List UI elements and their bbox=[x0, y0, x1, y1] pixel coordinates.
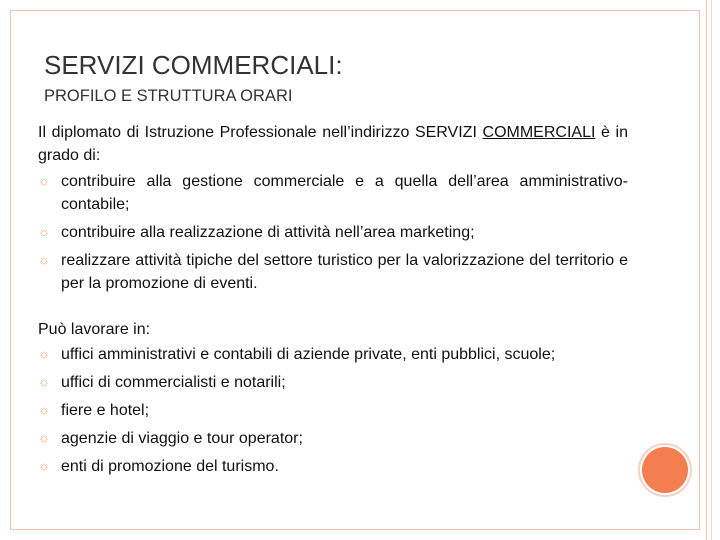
sun-bullet-icon: ☼ bbox=[38, 224, 50, 239]
workplace-text: agenzie di viaggio e tour operator; bbox=[61, 430, 303, 447]
intro-text: Il diplomato di Istruzione Professionale nell’indirizzo SERVIZI bbox=[38, 124, 483, 141]
list-item bbox=[38, 371, 628, 394]
slide-body bbox=[38, 121, 628, 483]
slide-title: SERVIZI COMMERCIALI: bbox=[44, 50, 343, 80]
workplace-text: uffici di commercialisti e notarili; bbox=[61, 374, 286, 391]
slide-subtitle: PROFILO E STRUTTURA ORARI bbox=[44, 87, 293, 105]
workplace-text: enti di promozione del turismo. bbox=[61, 458, 279, 475]
workplace-text: uffici amministrativi e contabili di aziende private, enti pubblici, scuole; bbox=[61, 346, 556, 363]
list-item bbox=[38, 221, 628, 244]
sun-bullet-icon: ☼ bbox=[38, 346, 50, 361]
list-item bbox=[38, 343, 628, 366]
sun-bullet-icon: ☼ bbox=[38, 458, 50, 473]
ability-text: realizzare attività tipiche del settore turistico per la valorizzazione del territorio e per la promozione di eventi. bbox=[61, 252, 628, 292]
abilities-list bbox=[38, 170, 628, 295]
sun-bullet-icon: ☼ bbox=[38, 173, 50, 188]
work-heading: Può lavorare in: bbox=[38, 321, 151, 338]
ability-text: contribuire alla gestione commerciale e a quella dell’area amministrativo-contabile; bbox=[61, 173, 628, 213]
ability-text: contribuire alla realizzazione di attività nell’area marketing; bbox=[61, 224, 475, 241]
intro-paragraph bbox=[38, 121, 628, 167]
list-item bbox=[38, 170, 628, 216]
list-item bbox=[38, 455, 628, 478]
sun-bullet-icon: ☼ bbox=[38, 252, 50, 267]
sun-bullet-icon: ☼ bbox=[38, 374, 50, 389]
workplaces-list bbox=[38, 343, 628, 478]
sun-bullet-icon: ☼ bbox=[38, 430, 50, 445]
intro-tail: è in grado di: bbox=[38, 124, 628, 164]
workplace-text: fiere e hotel; bbox=[61, 402, 150, 419]
sun-bullet-icon: ☼ bbox=[38, 402, 50, 417]
intro-underlined: COMMERCIALI bbox=[482, 124, 596, 141]
right-border-line-outer bbox=[711, 0, 712, 540]
decorative-orange-circle bbox=[642, 447, 688, 493]
list-item bbox=[38, 399, 628, 422]
list-item bbox=[38, 249, 628, 295]
list-item bbox=[38, 427, 628, 450]
right-border-line bbox=[706, 0, 707, 540]
